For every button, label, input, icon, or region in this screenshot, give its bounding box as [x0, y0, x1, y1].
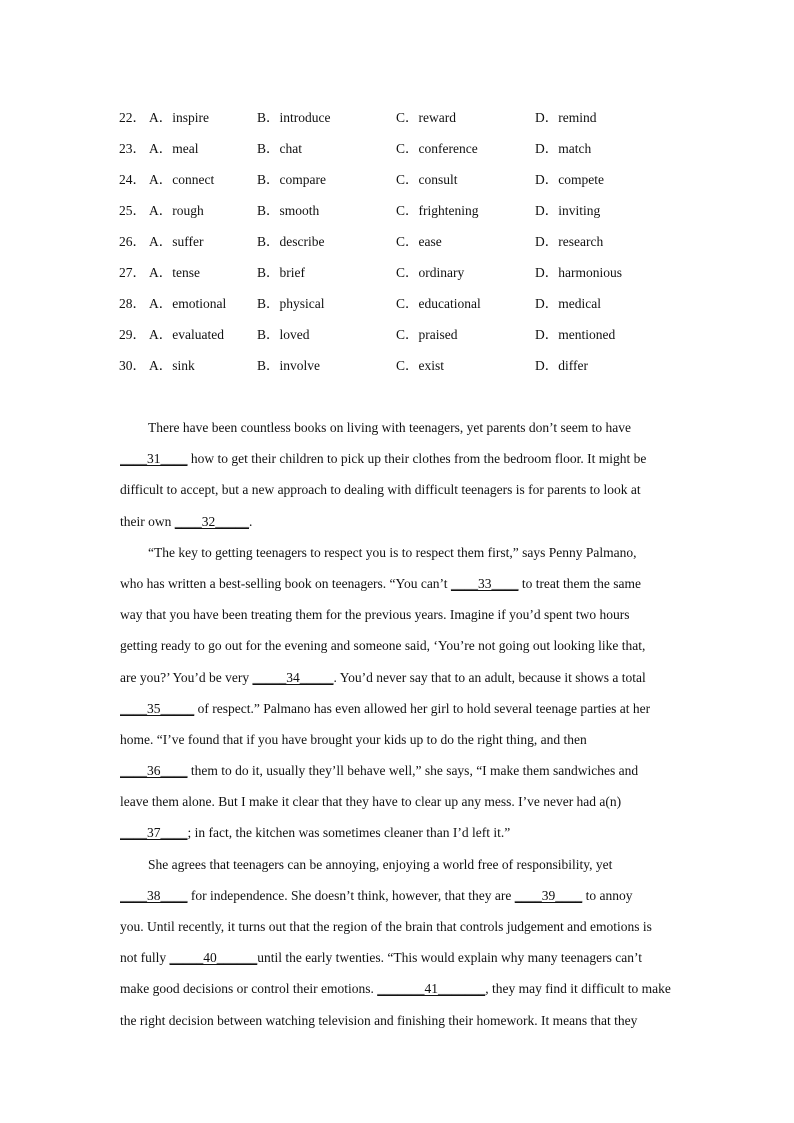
option-a: A．evaluated — [149, 327, 224, 343]
question-number: 26． — [119, 233, 146, 249]
option-b: B．involve — [257, 358, 321, 374]
passage-line: make good decisions or control their emotions. _______41_______, they may find it difficult to make — [120, 981, 671, 997]
passage-line: getting ready to go out for the evening and someone said, ‘You’re not going out looking like that, — [120, 638, 646, 654]
passage-line: who has written a best-selling book on teenagers. “You can’t ____33____ to treat them the same — [120, 575, 642, 591]
option-d: D．harmonious — [535, 265, 622, 281]
option-c: C．consult — [396, 171, 458, 187]
question-number: 25． — [119, 202, 146, 218]
option-row-26 — [119, 224, 679, 255]
blank-37: ____37____ — [120, 825, 188, 841]
blank-38: ____38____ — [120, 887, 188, 903]
blank-39: ____39____ — [514, 887, 583, 903]
passage-line: She agrees that teenagers can be annoying, enjoying a world free of responsibility, yet — [148, 856, 613, 872]
passage-line: ____36____ them to do it, usually they’ll behave well,” she says, “I make them sandwiches and — [120, 763, 639, 779]
passage-line: their own ____32_____. — [120, 513, 253, 529]
option-d: D．inviting — [535, 202, 601, 218]
passage-line: way that you have been treating them for the previous years. Imagine if you’d spent two hours — [120, 607, 630, 623]
blank-34: _____34_____ — [252, 669, 334, 685]
option-c: C．ease — [396, 233, 442, 249]
blank-33: ____33____ — [450, 575, 519, 591]
option-d: D．compete — [535, 171, 604, 187]
question-number: 29． — [119, 327, 146, 343]
option-row-30 — [119, 349, 679, 380]
option-b: B．chat — [257, 140, 303, 156]
passage-line: ____35_____ of respect.” Palmano has even allowed her girl to hold several teenage parties at her — [120, 700, 651, 716]
option-row-29 — [119, 318, 679, 349]
passage-line: the right decision between watching television and finishing their homework. It means that they — [120, 1012, 638, 1028]
blank-36: ____36____ — [120, 763, 188, 779]
option-c: C．ordinary — [396, 265, 465, 281]
question-number: 30． — [119, 358, 146, 374]
option-c: C．reward — [396, 109, 456, 125]
passage-line: you. Until recently, it turns out that the region of the brain that controls judgement and emotions is — [120, 919, 652, 934]
passage-line: ____37____; in fact, the kitchen was sometimes cleaner than I’d left it.” — [120, 825, 511, 841]
option-b: B．loved — [257, 327, 310, 343]
option-c: C．educational — [396, 296, 481, 312]
option-d: D．differ — [535, 358, 588, 374]
option-d: D．medical — [535, 296, 601, 312]
option-c: C．praised — [396, 327, 458, 343]
option-b: B．describe — [257, 233, 325, 249]
question-number: 23． — [119, 140, 146, 156]
passage-line: difficult to accept, but a new approach to dealing with difficult teenagers is for parents to look at — [120, 482, 641, 498]
passage-line: are you?’ You’d be very _____34_____. You’d never say that to an adult, because it shows a total — [120, 669, 646, 685]
passage-line: ____31____ how to get their children to pick up their clothes from the bedroom floor. It might be — [120, 451, 647, 467]
option-a: A．suffer — [149, 233, 204, 249]
blank-31: ____31____ — [120, 451, 188, 467]
passage-line: home. “I’ve found that if you have brought your kids up to do the right thing, and then — [120, 731, 587, 747]
question-number: 27． — [119, 265, 146, 281]
option-c: C．conference — [396, 140, 478, 156]
passage-line: “The key to getting teenagers to respect you is to respect them first,” says Penny Palmano, — [148, 544, 637, 560]
blank-32: ____32_____ — [174, 513, 249, 529]
option-row-23 — [119, 131, 679, 162]
option-a: A．sink — [149, 358, 195, 374]
option-a: A．emotional — [149, 296, 227, 312]
option-row-28 — [119, 287, 679, 318]
option-b: B．introduce — [257, 109, 331, 125]
option-a: A．tense — [149, 265, 200, 281]
question-number: 22． — [119, 109, 146, 125]
option-b: B．compare — [257, 171, 326, 187]
cloze-passage — [120, 412, 680, 1036]
option-c: C．frightening — [396, 202, 479, 218]
option-row-22 — [119, 100, 679, 131]
option-row-25 — [119, 193, 679, 224]
passage-line: leave them alone. But I make it clear that they have to clear up any mess. I’ve never had a(n) — [120, 794, 622, 810]
question-number: 28． — [119, 296, 146, 312]
option-d: D．research — [535, 233, 604, 249]
options-list — [119, 100, 679, 380]
option-c: C．exist — [396, 358, 445, 374]
option-a: A．inspire — [149, 109, 209, 125]
option-b: B．smooth — [257, 202, 320, 218]
option-row-27 — [119, 255, 679, 286]
blank-35: ____35_____ — [120, 700, 195, 716]
passage-line: not fully _____40______until the early twenties. “This would explain why many teenagers can’t — [120, 950, 643, 966]
question-number: 24． — [119, 171, 146, 187]
option-row-24 — [119, 162, 679, 193]
option-d: D．remind — [535, 109, 597, 125]
option-a: A．connect — [149, 171, 215, 187]
blank-41: _______41_______ — [377, 981, 486, 997]
option-d: D．mentioned — [535, 327, 616, 343]
passage-line: There have been countless books on living with teenagers, yet parents don’t seem to have — [148, 420, 631, 435]
option-d: D．match — [535, 140, 592, 156]
option-b: B．brief — [257, 265, 305, 281]
passage-line: ____38____ for independence. She doesn’t think, however, that they are ____39____ to annoy — [120, 887, 633, 903]
option-b: B．physical — [257, 296, 325, 312]
blank-40: _____40______ — [169, 950, 258, 966]
option-a: A．meal — [149, 140, 199, 156]
option-a: A．rough — [149, 202, 204, 218]
